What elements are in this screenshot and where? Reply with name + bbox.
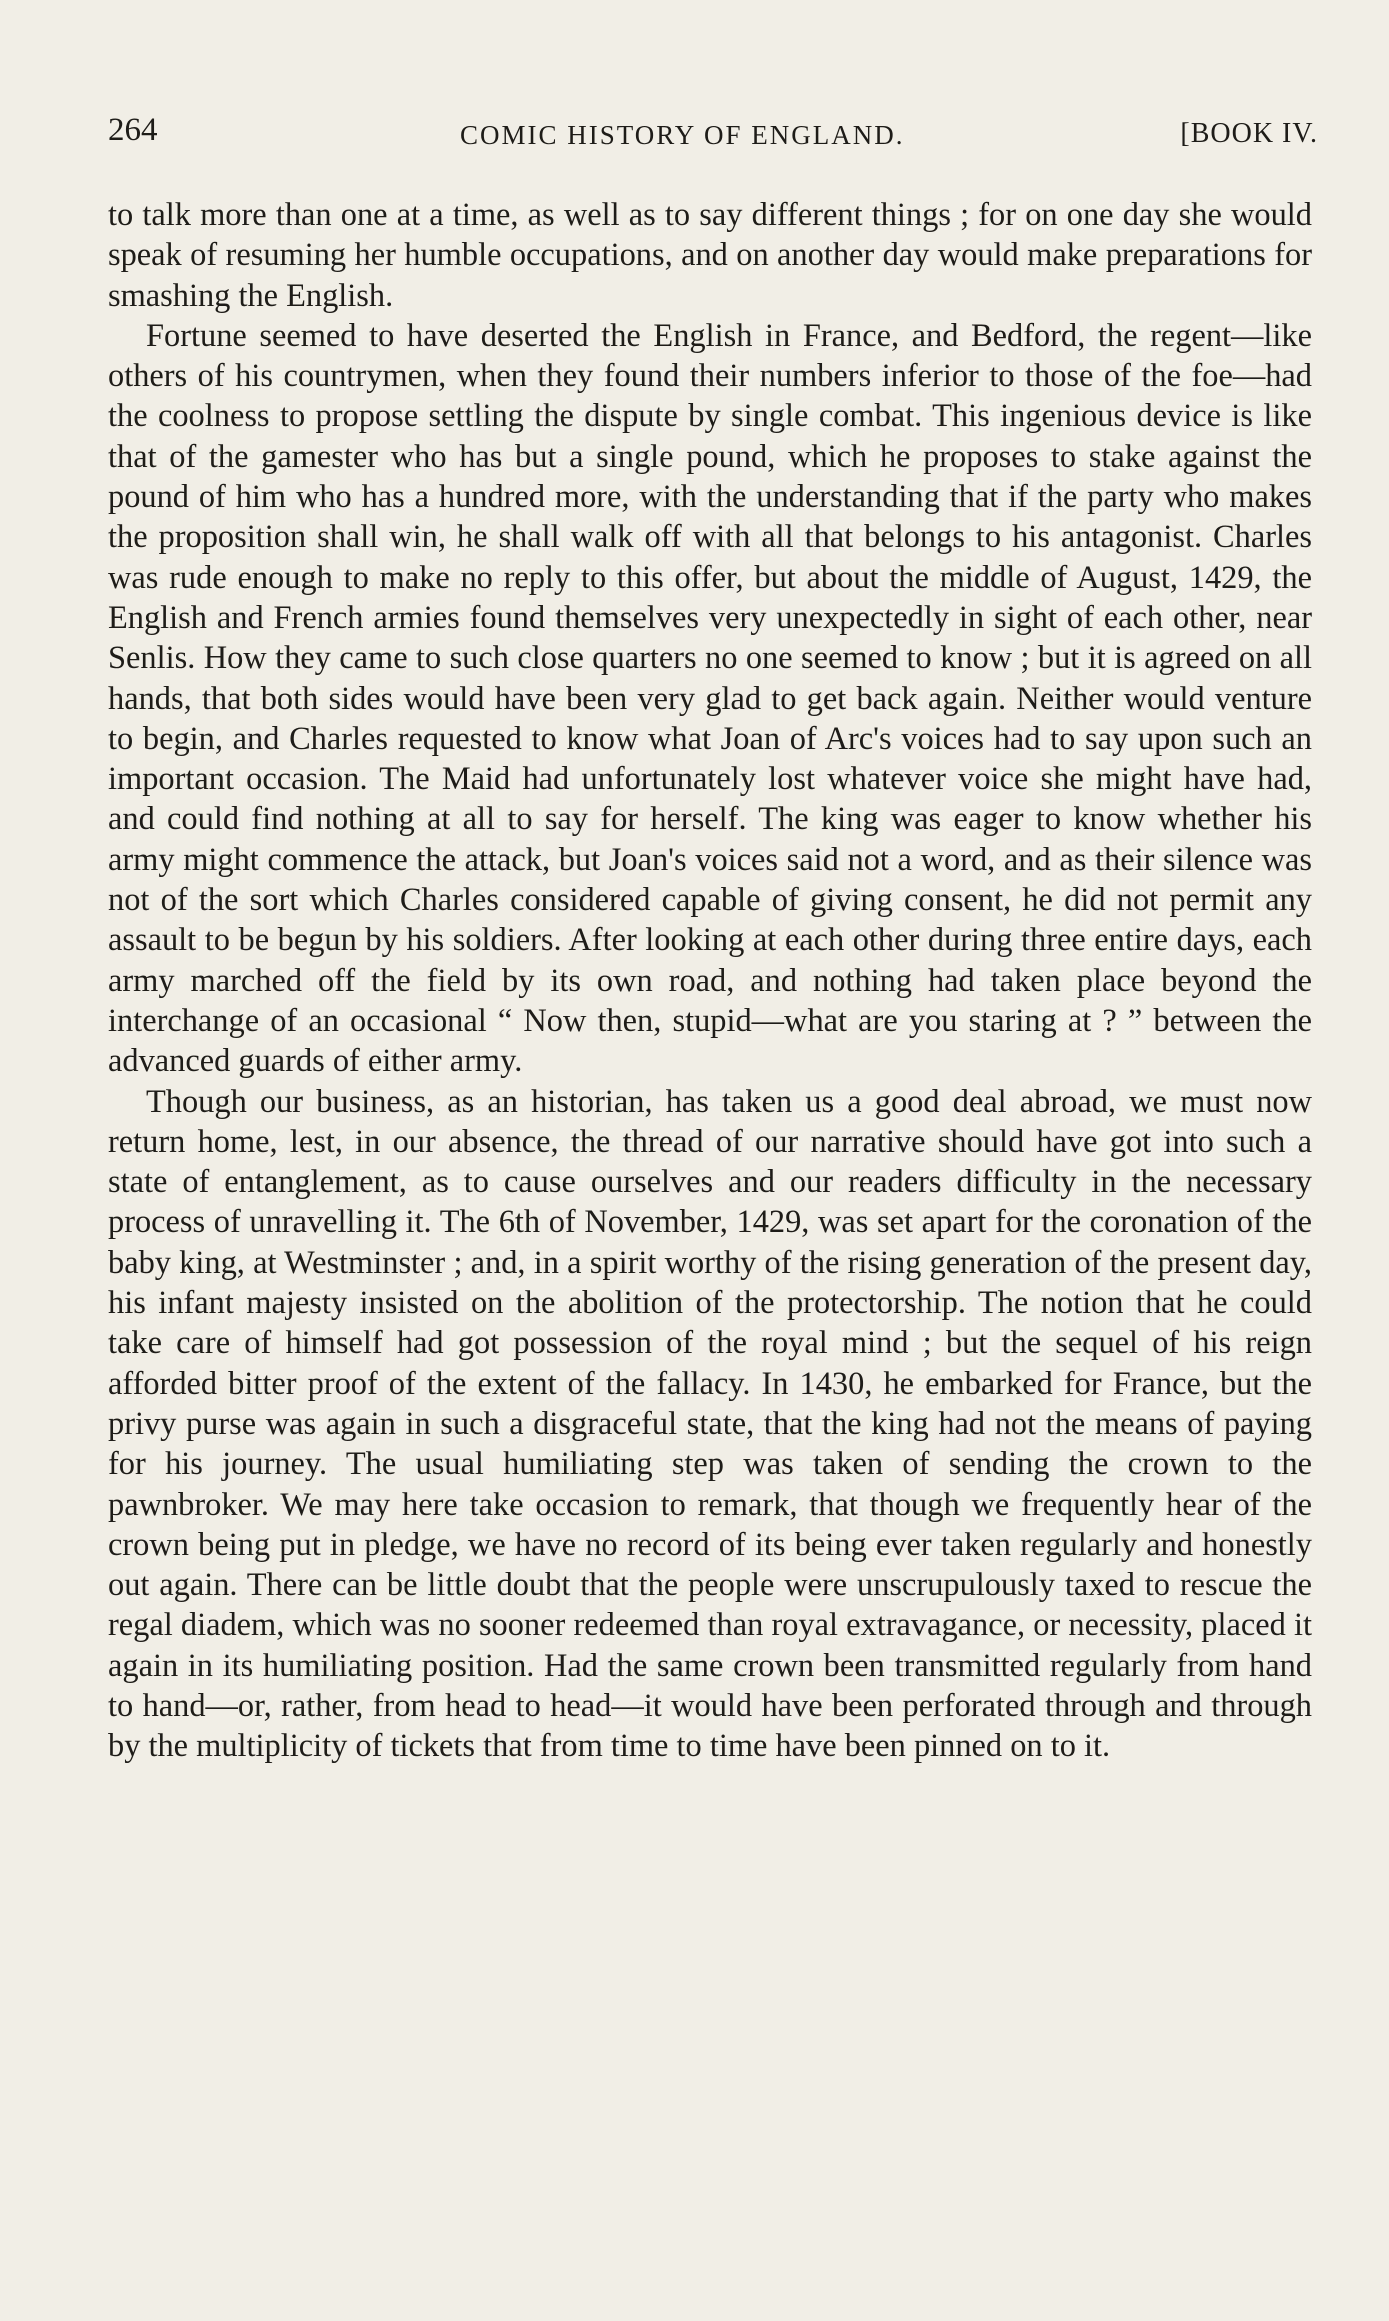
body-text: [108, 195, 1312, 1767]
running-title: COMIC HISTORY OF ENGLAND.: [460, 120, 905, 150]
paragraph-2: Fortune seemed to have deserted the English in France, and Bedford, the regent—like others of his countrymen, when they found their numbers inferior to those of the foe—had the coolness to propose settling the dispute by single combat. This ingenious device is like that of the gamester who has but a single pound, which he proposes to stake against the pound of him who has a hundred more, with the understanding that if the party who makes the proposition shall win, he shall walk off with all that belongs to his antagonist. Charles was rude enough to make no reply to this offer, but about the middle of August, 1429, the English and French armies found themselves very unexpectedly in sight of each other, near Senlis. How they came to such close quarters no one seemed to know ; but it is agreed on all hands, that both sides would have been very glad to get back again. Neither would venture to begin, and Charles requested to know what Joan of Arc's voices had to say upon such an important occasion. The Maid had unfortunately lost whatever voice she might have had, and could find nothing at all to say for herself. The king was eager to know whether his army might commence the attack, but Joan's voices said not a word, and as their silence was not of the sort which Charles considered capable of giving consent, he did not permit any assault to be begun by his soldiers. After looking at each other during three entire days, each army marched off the field by its own road, and nothing had taken place beyond the interchange of an occasional “ Now then, stupid—what are you staring at ? ” between the advanced guards of either army.: [108, 317, 1312, 1080]
paragraph-1: to talk more than one at a time, as well as to say different things ; for on one day she would speak of resuming her humble occupations, and on another day would make preparations for smashing the English.: [108, 197, 1312, 314]
book-label: [BOOK IV.: [1180, 118, 1318, 149]
page-number: 264: [108, 112, 158, 148]
paragraph-3: Though our business, as an historian, has taken us a good deal abroad, we must now return home, lest, in our absence, the thread of our narrative should have got into such a state of entanglement, as to cause ourselves and our readers difficulty in the necessary process of unravelling it. The 6th of November, 1429, was set apart for the coronation of the baby king, at Westminster ; and, in a spirit worthy of the rising generation of the present day, his infant majesty insisted on the abolition of the protectorship. The notion that he could take care of himself had got possession of the royal mind ; but the sequel of his reign afforded bitter proof of the extent of the fallacy. In 1430, he embarked for France, but the privy purse was again in such a disgraceful state, that the king had not the means of paying for his journey. The usual humiliating step was taken of sending the crown to the pawnbroker. We may here take occasion to remark, that though we frequently hear of the crown being put in pledge, we have no record of its being ever taken regularly and honestly out again. There can be little doubt that the people were unscrupulously taxed to rescue the regal diadem, which was no sooner redeemed than royal extravagance, or necessity, placed it again in its humiliating position. Had the same crown been transmitted regularly from hand to hand—or, rather, from head to head—it would have been perforated through and through by the multiplicity of tickets that from time to time have been pinned on to it.: [108, 1083, 1312, 1765]
page-header: [108, 112, 1318, 162]
